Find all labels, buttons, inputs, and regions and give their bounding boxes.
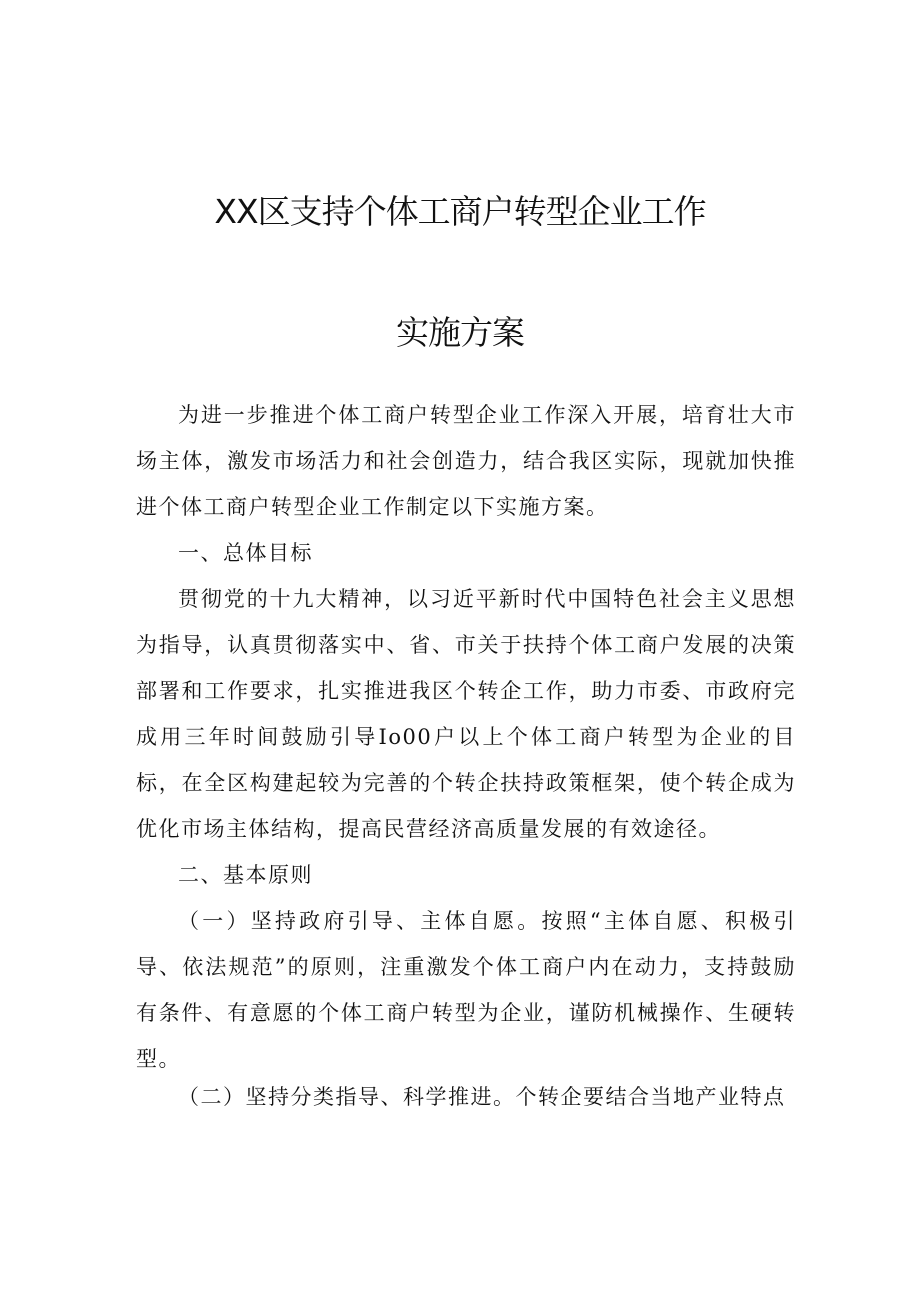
intro-paragraph: 为进一步推进个体工商户转型企业工作深入开展，培育壮大市场主体，激发市场活力和社会创造力，结合我区实际，现就加快推进个体工商户转型企业工作制定以下实施方案。 (136, 403, 796, 519)
principle-2-paragraph: （二）坚持分类指导、科学推进。个转企要结合当地产业特点 (178, 1085, 786, 1109)
section-heading-principles: 二、基本原则 (178, 863, 313, 887)
document-subtitle: 实施方案 (396, 313, 524, 352)
document-body-continued (136, 1074, 796, 1120)
document-body (136, 392, 796, 1082)
document-title: XX区支持个体工商户转型企业工作 (214, 192, 706, 231)
section-heading-goals: 一、总体目标 (178, 541, 313, 565)
principle-1-paragraph: （一）坚持政府引导、主体自愿。按照“主体自愿、积极引导、依法规范”的原则，注重激发个体工商户内在动力，支持鼓励有条件、有意愿的个体工商户转型为企业，谨防机械操作、生硬转型。 (136, 909, 796, 1071)
goals-paragraph: 贯彻党的十九大精神，以习近平新时代中国特色社会主义思想为指导，认真贯彻落实中、省、市关于扶持个体工商户发展的决策部署和工作要求，扎实推进我区个转企工作，助力市委、市政府完成用三年时间鼓励引导Io00户以上个体工商户转型为企业的目标，在全区构建起较为完善的个转企扶持政策框架，使个转企成为优化市场主体结构，提高民营经济高质量发展的有效途径。 (136, 587, 796, 841)
